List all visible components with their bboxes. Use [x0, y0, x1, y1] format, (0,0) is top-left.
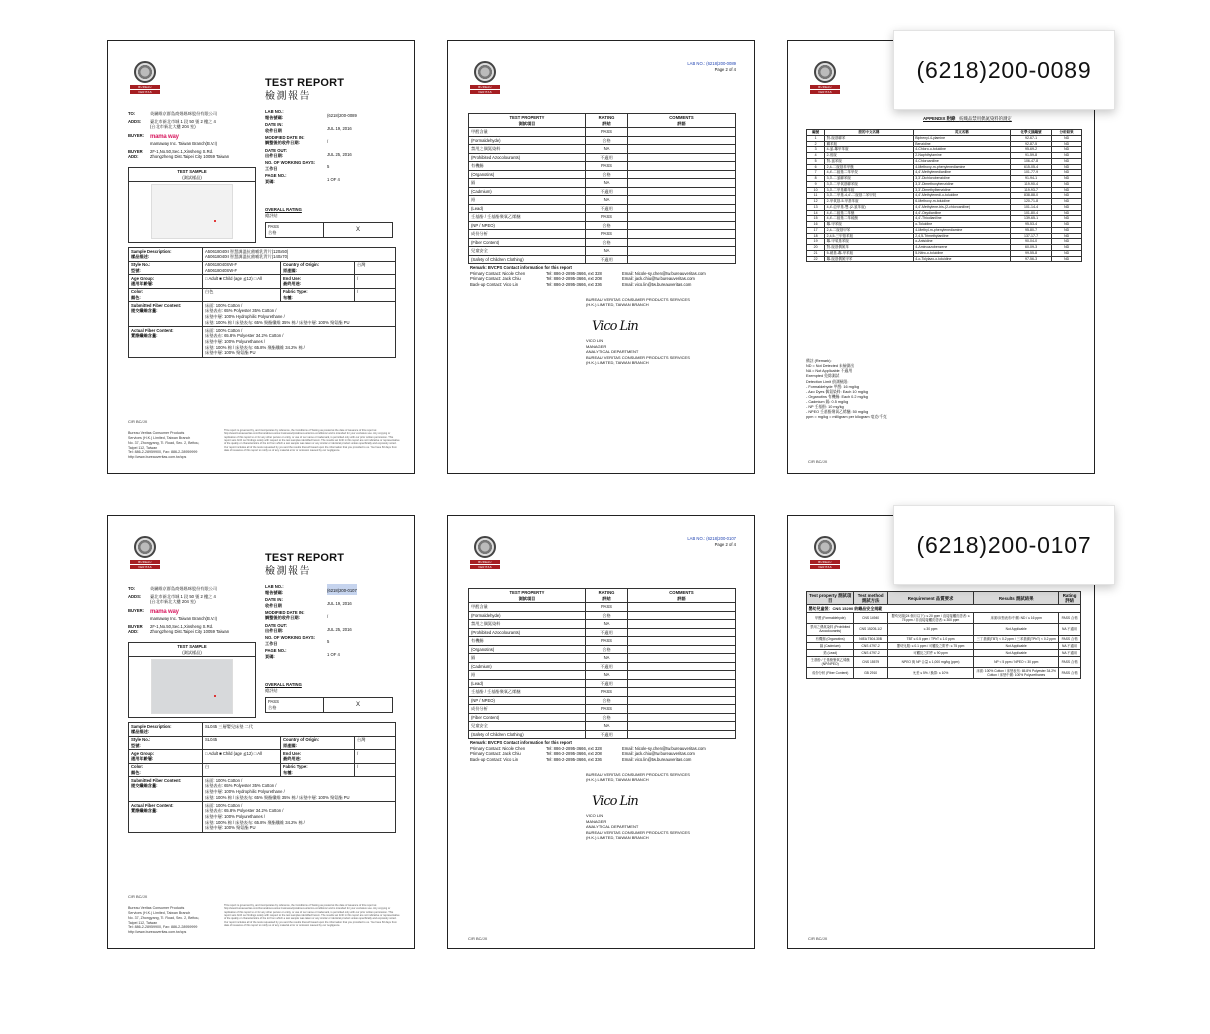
- azo-amines-table: 編號 胺的中文名稱 英文名稱 化學文摘編號 分析結果 1 對-胺基聯苯 Biphenyl-4-ylamine 92-67-1 ND 2 聯苯胺 Benzidine 92-87-5 ND 3 4-氯-鄰甲苯胺 4-Chloro-o-toluidine 95-69-2 ND 4 2-萘胺 2-Naphthylamine 91-59-8 ND 5 對-氯苯胺 4-Chloroaniline 106-47-8 ND 6 2,4-二胺基苯甲醚 4-Methoxy-m-phenylenediamine 615-05-4 ND 7 4,4'-二胺基二苯甲烷 4,4'-Methylenedianiline 101-77-9 ND 8 3,3'-二氯聯苯胺 3,3'-Dichlorobenzidine 91-94-1 ND 9 3,3'-二甲氧基聯苯胺 3,3'-Dimethoxybenzidine 119-90-4 ND 10 3,3'-二甲基聯苯胺 3,3'-Dimethylbenzidine 119-93-7 ND 11 3,3'-二甲基-4,4'-二胺基二苯甲烷 4,4'-Methylenedi-o-toluidine 838-88-0 ND 12 2-甲氧基-5-甲基苯胺 6-Methoxy-m-toluidine 120-71-8 ND 13 4,4'-亞甲基-雙-(2-氯苯胺) 4,4'-Methylene-bis-(2-chloroaniline) 101-14-4 ND 14 4,4'-二胺基二苯醚 4,4'-Oxydianiline 101-80-4 ND 15 4,4'-二胺基二苯硫醚 4,4'-Thiodianiline 139-65-1 ND 16 鄰-甲苯胺 o-Toluidine 95-53-4 ND 17 2,4-二胺基甲苯 4-Methyl-m-phenylenediamine 95-80-7 ND 18 2,4,5-三甲基苯胺 2,4,5-Trimethylaniline 137-17-7 ND 19 鄰-甲氧基苯胺 o-Anisidine 90-04-0 ND 20 對-胺基偶氮苯 4-Aminoazobenzene 60-09-3 ND 21 5-硝基-鄰-甲苯胺 5-Nitro-o-toluidine 99-55-8 ND 22 鄰-胺基偶氮甲苯 4-o-Tolylazo-o-toluidine 97-56-3 ND: [806, 129, 1082, 262]
- table-row: 11 3,3'-二甲基-4,4'-二胺基二苯甲烷 4,4'-Methylenedi-o-toluidine 838-88-0 ND: [807, 193, 1082, 199]
- contact-line: Back-up Contact: Vico Lin Tel: 886-2-2895-3666, ext 336 Email: vico.lin@tw.bureauveritas.com: [470, 282, 692, 288]
- table-row: (Organotins) 合格: [469, 170, 736, 179]
- table-row: 21 5-硝基-鄰-甲苯胺 5-Nitro-o-toluidine 99-55-8 ND: [807, 250, 1082, 256]
- test-property-table: TEST PROPERTY 測試項目 RATING 評結 COMMENTS 評語 甲醛含量 PASS (Formaldehyde) 合格 禁用之偶氮染料 NA (Prohibited Azocolourants) 不適用 有機錫 PASS (Organotins) 合格 鎘 NA (Cadmium) 不適用 鉛 NA (Lead) 不適用 壬基酚 / 壬基酚聚氧乙烯醚 PASS (NP / NPEO) 合格 成份分析 PASS (Fiber Content) 合格 兒童安全 NA (Safety of Children Clothing) 不適用: [468, 113, 736, 264]
- bureau-veritas-logo: BUREAU VERITAS: [470, 61, 500, 94]
- test-sample-box: TEST SAMPLE (測試樣品): [128, 642, 256, 718]
- table-row: (Formaldehyde) 合格: [469, 611, 736, 620]
- table-row: 13 4,4'-亞甲基-雙-(2-氯苯胺) 4,4'-Methylene-bis-(2-chloroaniline) 101-14-4 ND: [807, 204, 1082, 210]
- overall-rating: OVERALL RATING 總評結 PASS 合格 X: [265, 207, 395, 238]
- table-row: 10 3,3'-二甲基聯苯胺 3,3'-Dimethylbenzidine 119-93-7 ND: [807, 187, 1082, 193]
- table-row: (NP / NPEO) 合格: [469, 221, 736, 230]
- bureau-veritas-logo: BUREAU VERITAS: [810, 536, 840, 569]
- sample-photo: [151, 659, 233, 714]
- table-row: 7 4,4'-二胺基二苯甲烷 4,4'-Methylenedianiline 101-77-9 ND: [807, 170, 1082, 176]
- bv-address: Bureau Veritas Consumer Products Services (H.K.) Limited, Taiwan Branch No. 37, Zhongyang, Ti. Road, Sec. 2, Beitou, Taipei 112, Taiwan Tel: 886-2-28959900, Fax: 886-2-28959999 http://www.bureauveritas.com.tw/cps: [128, 906, 200, 935]
- table-row: 6 2,4-二胺基苯甲醚 4-Methoxy-m-phenylenediamine 615-05-4 ND: [807, 164, 1082, 170]
- table-row: 有機錫 (Organotins) NIEA T504.30B TBT ≤ 0.5 ppm / TPhT ≤ 1.0 ppm 三丁基錫(TBT) < 0.2 ppm / 三苯基錫(TPhT) < 0.2 ppm PASS 合格: [807, 635, 1081, 642]
- bv-seal-icon: [474, 61, 496, 83]
- table-row: 有機錫 PASS: [469, 637, 736, 646]
- table-row: (Fiber Content) 合格: [469, 238, 736, 247]
- table-row: 禁用之偶氮染料 NA: [469, 145, 736, 154]
- table-row: 15 4,4'-二胺基二苯硫醚 4,4'-Thiodianiline 139-65-1 ND: [807, 216, 1082, 222]
- table-row: (Lead) 不適用: [469, 679, 736, 688]
- bureau-veritas-logo: BUREAU VERITAS: [130, 536, 160, 569]
- report-title: TEST REPORT: [265, 77, 345, 89]
- table-row: (Fiber Content) 合格: [469, 713, 736, 722]
- table-row: 成份分析 PASS: [469, 230, 736, 239]
- test-sample-box: TEST SAMPLE (測試樣品): [128, 167, 256, 243]
- report-title-cn: 檢測報告: [265, 566, 311, 577]
- contact-line: Primary Contact: Jack Chiu Tel: 886-2-2895-3666, ext 208 Email: jack.chiu@tw.bureauveritas.com: [470, 751, 695, 757]
- table-row: 16 鄰-甲苯胺 o-Toluidine 95-53-4 ND: [807, 222, 1082, 228]
- table-row: 5 對-氯苯胺 4-Chloroaniline 106-47-8 ND: [807, 158, 1082, 164]
- table-row: 鎘 NA: [469, 654, 736, 663]
- lab-number-header: LAB NO.: (6218)200-0089 Page 2 of 4: [687, 61, 736, 72]
- table-row: 18 2,4,5-三甲基苯胺 2,4,5-Trimethylaniline 137-17-7 ND: [807, 233, 1082, 239]
- legal-disclaimer: This report is governed by, and incorporates by reference, the Conditions of Testing as posted at the date of issuance of this report at http://www.bureauveritas.com/home/about-us/our-business/cps/about-us/terms-conditions/ and is intended for your exclusive use. Any copying or replication of this report to or for any other person or entity, or use of our name or trademark, is permitted only with our prior written permission. This report sets forth our findings solely with respect to the test samples identified herein. The results set forth in this report are not indicative or representative of the quality or characteristics of the lot from which a test sample was taken or any similar or identical product unless specifically and expressly noted. Our report includes all of the tests requested by you and the results thereof based upon the information that you provided to us. You have 60 days from date of issuance of this report to notify us of any material error or omission caused by our negligence.: [224, 904, 400, 928]
- table-row: 17 2,4-二胺基甲苯 4-Methyl-m-phenylenediamine 95-80-7 ND: [807, 227, 1082, 233]
- table-row: 成份分析 (Fiber Content) GB 2910 允差 ≤ 5% / 換算: ≤ 10% 床面: 100% Cotton / 床墊表布: 65.8% Polyester 34.2% Cotton / 床墊中層: 100% Polyurethanes PASS 合格: [807, 668, 1081, 679]
- table-row: (Cadmium) 不適用: [469, 662, 736, 671]
- table-row: 壬基酚 / 壬基酚聚氧乙烯醚 (NP/NPEO) CNS 15579 NPEO 與 NP 合量 ≤ 1,000 mg/kg (ppm) NP < 5 ppm / NPEO < 30 ppm PASS 合格: [807, 656, 1081, 667]
- bv-seal-icon: [814, 536, 836, 558]
- table-row: 成份分析 PASS: [469, 705, 736, 714]
- table-row: 禁用之偶氮染料 NA: [469, 620, 736, 629]
- table-row: 鎘 NA: [469, 179, 736, 188]
- table-row: 22 鄰-胺基偶氮甲苯 4-o-Tolylazo-o-toluidine 97-56-3 ND: [807, 256, 1082, 262]
- mamaway-logo: mama way: [150, 609, 179, 616]
- table-row: 鎘 (Cadmium) CNS 4797-2 嬰幼兒服: ≤ 0.1 ppm / 可觸及之附件: ≤ 75 ppm Not Applicable NA 不適用: [807, 642, 1081, 649]
- table-row: 19 鄰-甲氧基苯胺 o-Anisidine 90-04-0 ND: [807, 239, 1082, 245]
- table-row: 兒童安全 NA: [469, 722, 736, 731]
- table-row: 禁用之偶氮染料 (Prohibited Azocolourants) CNS 15205-1/2 ≤ 30 ppm Not Applicable NA 不適用: [807, 624, 1081, 635]
- sample-info-table: Sample Description: 樣品描述: A50618040II 智慧調溫抗菌哺乳背片(120x50) A50618040II 智慧調溫抗菌哺乳背片(140x70) Style No.: 型號: A50618040SW-F A50618040SW-F Country of Origin: 原產國: 台灣 Age Group: 適用年齡層: □ Adult ■ Child (age ≦12) □ All End Use: 最終用途: / Color: 顏色: 白色 Fabric Type: 布種: / Submitted Fiber Content: 提交纖維含量: 床面: 100% Cotton / 床墊表布: 65% Polyester 35% Cotton / 床墊中層: 100% Hydrophilic Polyurethane / 床墊: 100% 棉 / 床墊表布: 65% 聚酯纖維 35% 棉 / 床墊中層: 100% 聚氨酯 PU Actual Fiber Content: 實際纖維含量: 床面: 100% Cotton / 床墊表布: 65.8% Polyester 34.2% Cotton / 床墊中層: 100% Polyurethanes / 床墊: 100% 棉 / 床墊表布: 65.8% 聚酯纖維 34.2% 棉 / 床墊中層: 100% 聚氨酯 PU: [128, 247, 396, 358]
- table-row: 鉛 (Lead) CNS 4797-2 可觸及之附件 ≤ 90 ppm Not Applicable NA 不適用: [807, 649, 1081, 656]
- table-row: 3 4-氯-鄰甲苯胺 4-Chloro-o-toluidine 95-69-2 ND: [807, 147, 1082, 153]
- client-block: TO: 英屬維京群島商媽媽咪股份有限公司 ADDS: 臺北市新北市城 1 段 50 號 2 樓之 4 (台北市新北大樓 204 室) BUYER: mama way mamaway Inc. Taiwan Branch(B.V.I) BUYER ADD: 2F-1,No.50,Sec.1,Xinsheng S.Rd. Zhongzheng Dist.Taipei City 10059 Taiwan: [128, 586, 230, 635]
- report-page-2-results[interactable]: [447, 40, 755, 474]
- report-meta: LAB NO.: 報告號碼: (6218)200-0107 DATE IN: 收件日期 JUL 19, 2016 MODIFIED DATE IN: 調整後的收件日期: / DATE OUT: 出件日期: JUL 25, 2016 NO. OF WORKING DAYS: 工作日 5 PAGE NO.: 頁碼: 1 OF 4: [265, 584, 357, 659]
- report-page-2-results-0107[interactable]: BUREAU VERITAS LAB NO.: (6218)200-0107 Page 2 of 4 TEST PROPERTY 測試項目 RATING 評結 COMMENTS 評語 甲醛含量 PASS (Formaldehyde) 合格 禁用之偶氮染料 NA (Prohibited Azocolourants) 不適用 有機錫 PASS (Organotins) 合格 鎘 NA (Cadmium) 不適用 鉛 NA (Lead) 不適用 壬基酚 / 壬基酚聚氧乙烯醚 PASS (NP / NPEO) 合格 成份分析 PASS (Fiber Content) 合格 兒童安全 NA (Safety of Children Clothing) 不適用 Remark: BVCPS Contact information for this report Primary Contact: Nicole Chen Tel: 886-2-2895-3666, ext 328 Email: Nicole-sy.chen@tw.bureauveritas.com Primary Contact: Jack Chiu Tel: 886-2-2895-3666, ext 208 Email: jack.chiu@tw.bureauveritas.com Back-up Contact: Vico Lin Tel: 886-2-2895-3666, ext 336 Email: vico.lin@tw.bureauveritas.com BUREAU VERITAS CONSUMER PRODUCTS SERVICES (H.K.) LIMITED, TAIWAN BRANCH Vico Lin VICO LIN MANAGER ANALYTICAL DEPARTMENT BUREAU VERITAS CONSUMER PRODUCTS SERVICES (H.K.) LIMITED, TAIWAN BRANCH C/R BC/JX: [447, 515, 755, 949]
- contact-remark: Remark: BVCPS Contact information for this report Primary Contact: Nicole Chen Tel: 886-2-2895-3666, ext 328 Email: Nicole-sy.chen@tw.bureauveritas.com Primary Contact: Jack Chiu Tel: 886-2-2895-3666, ext 208 Email: jack.chiu@tw.bureauveritas.com Back-up Contact: Vico Lin Tel: 886-2-2895-3666, ext 336 Email: vico.lin@tw.bureauveritas.com: [470, 265, 738, 288]
- overall-rating: OVERALL RATING 總評結 PASS 合格 X: [265, 682, 395, 713]
- bureau-veritas-logo: BUREAU VERITAS: [810, 61, 840, 94]
- handwritten-signature: Vico Lin: [592, 793, 638, 809]
- cns-15290-table: Test property 測試項目 Test method 測試方法 Requirement 品質要求 Results 測試結果 Rating 評結 嬰幼兒童裝：CNS 15290 紡織品安全規範 甲醛 (Formaldehyde) CNS 14940 嬰幼兒服(24 個月以下): ≤ 20 ppm / 直接接觸皮膚者: ≤ 75 ppm / 非直接接觸皮膚者: ≤ 300 ppm 床面/床墊表布/中層: ND / ≤ 16 ppm PASS 合格 禁用之偶氮染料 (Prohibited Azocolourants) CNS 15205-1/2 ≤ 30 ppm Not Applicable NA 不適用 有機錫 (Organotins) NIEA T504.30B TBT ≤ 0.5 ppm / TPhT ≤ 1.0 ppm 三丁基錫(TBT) < 0.2 ppm / 三苯基錫(TPhT) < 0.2 ppm PASS 合格 鎘 (Cadmium) CNS 4797-2 嬰幼兒服: ≤ 0.1 ppm / 可觸及之附件: ≤ 75 ppm Not Applicable NA 不適用 鉛 (Lead) CNS 4797-2 可觸及之附件 ≤ 90 ppm Not Applicable NA 不適用 壬基酚 / 壬基酚聚氧乙烯醚 (NP/NPEO) CNS 15579 NPEO 與 NP 合量 ≤ 1,000 mg/kg (ppm) NP < 5 ppm / NPEO < 30 ppm PASS 合格 成份分析 (Fiber Content) GB 2910 允差 ≤ 5% / 換算: ≤ 10% 床面: 100% Cotton / 床墊表布: 65.8% Polyester 34.2% Cotton / 床墊中層: 100% Polyurethanes PASS 合格: [806, 591, 1081, 679]
- contact-line: Back-up Contact: Vico Lin Tel: 886-2-2895-3666, ext 336 Email: vico.lin@tw.bureauveritas.com: [470, 757, 692, 763]
- table-row: 4 2-萘胺 2-Naphthylamine 91-59-8 ND: [807, 153, 1082, 159]
- bv-seal-icon: [134, 61, 156, 83]
- table-row: 14 4,4'-二胺基二苯醚 4,4'-Oxydianiline 101-80-4 ND: [807, 210, 1082, 216]
- table-row: (Lead) 不適用: [469, 204, 736, 213]
- table-row: 有機錫 PASS: [469, 162, 736, 171]
- bv-address: Bureau Veritas Consumer Products Services (H.K.) Limited, Taiwan Branch No. 37, Zhongyang, Ti. Road, Sec. 2, Beitou, Taipei 112, Taiwan Tel: 886-2-28959900, Fax: 886-2-28959999 http://www.bureauveritas.com.tw/cps: [128, 431, 200, 460]
- bv-seal-icon: [474, 536, 496, 558]
- contact-line: Primary Contact: Nicole Chen Tel: 886-2-2895-3666, ext 328 Email: Nicole-sy.chen@tw.bureauveritas.com: [470, 270, 706, 276]
- table-row: 8 3,3'-二氯聯苯胺 3,3'-Dichlorobenzidine 91-94-1 ND: [807, 176, 1082, 182]
- table-row: (NP / NPEO) 合格: [469, 696, 736, 705]
- table-row: (Organotins) 合格: [469, 645, 736, 654]
- appendix-title: APPENDIX 附錄 紡織品禁用偶氮染料的測定: [923, 116, 1012, 121]
- report-title-cn: 檢測報告: [265, 91, 311, 102]
- table-row: (Safety of Children Clothing) 不適用: [469, 730, 736, 739]
- signature-block: BUREAU VERITAS CONSUMER PRODUCTS SERVICES (H.K.) LIMITED, TAIWAN BRANCH Vico Lin VICO LIN MANAGER ANALYTICAL DEPARTMENT BUREAU VERITAS CONSUMER PRODUCTS SERVICES (H.K.) LIMITED, TAIWAN BRANCH: [586, 297, 736, 365]
- contact-remark: Remark: BVCPS Contact information for this report Primary Contact: Nicole Chen Tel: 886-2-2895-3666, ext 328 Email: Nicole-sy.chen@tw.bureauveritas.com Primary Contact: Jack Chiu Tel: 886-2-2895-3666, ext 208 Email: jack.chiu@tw.bureauveritas.com Back-up Contact: Vico Lin Tel: 886-2-2895-3666, ext 336 Email: vico.lin@tw.bureauveritas.com: [470, 740, 738, 763]
- signature-block: BUREAU VERITAS CONSUMER PRODUCTS SERVICES (H.K.) LIMITED, TAIWAN BRANCH Vico Lin VICO LIN MANAGER ANALYTICAL DEPARTMENT BUREAU VERITAS CONSUMER PRODUCTS SERVICES (H.K.) LIMITED, TAIWAN BRANCH: [586, 772, 736, 840]
- table-row: 壬基酚 / 壬基酚聚氧乙烯醚 PASS: [469, 213, 736, 222]
- table-row: 2 聯苯胺 Benzidine 92-87-5 ND: [807, 141, 1082, 147]
- mamaway-logo: mama way: [150, 134, 179, 141]
- table-row: 兒童安全 NA: [469, 247, 736, 256]
- bureau-veritas-logo: BUREAU VERITAS: [470, 536, 500, 569]
- table-row: 甲醛含量 PASS: [469, 128, 736, 137]
- report-page-cns-results[interactable]: BUREAU VERITAS Test property 測試項目 Test method 測試方法 Requirement 品質要求 Results 測試結果 Rating 評結 嬰幼兒童裝：CNS 15290 紡織品安全規範 甲醛 (Formaldehyde) CNS 14940 嬰幼兒服(24 個月以下): ≤ 20 ppm / 直接接觸皮膚者: ≤ 75 ppm / 非直接接觸皮膚者: ≤ 300 ppm 床面/床墊表布/中層: ND / ≤ 16 ppm PASS 合格 禁用之偶氮染料 (Prohibited Azocolourants) CNS 15205-1/2 ≤ 30 ppm Not Applicable NA 不適用 有機錫 (Organotins) NIEA T504.30B TBT ≤ 0.5 ppm / TPhT ≤ 1.0 ppm 三丁基錫(TBT) < 0.2 ppm / 三苯基錫(TPhT) < 0.2 ppm PASS 合格 鎘 (Cadmium) CNS 4797-2 嬰幼兒服: ≤ 0.1 ppm / 可觸及之附件: ≤ 75 ppm Not Applicable NA 不適用 鉛 (Lead) CNS 4797-2 可觸及之附件 ≤ 90 ppm Not Applicable NA 不適用 壬基酚 / 壬基酚聚氧乙烯醚 (NP/NPEO) CNS 15579 NPEO 與 NP 合量 ≤ 1,000 mg/kg (ppm) NP < 5 ppm / NPEO < 30 ppm PASS 合格 成份分析 (Fiber Content) GB 2910 允差 ≤ 5% / 換算: ≤ 10% 床面: 100% Cotton / 床墊表布: 65.8% Polyester 34.2% Cotton / 床墊中層: 100% Polyurethanes PASS 合格 C/R BC/JX: [787, 515, 1095, 949]
- table-row: 鉛 NA: [469, 196, 736, 205]
- sample-info-table: Sample Description: 樣品描述: SL045 三層嬰兒床墊 二代 Style No.: 型號: SL045 Country of Origin: 原產國: 台灣 Age Group: 適用年齡層: □ Adult ■ Child (age ≦12) □ All End Use: 最終用途: / Color: 顏色: 白 Fabric Type: 布種: / Submitted Fiber Content: 提交纖維含量: 床面: 100% Cotton / 床墊表布: 65% Polyester 35% Cotton / 床墊中層: 100% Hydrophilic Polyurethane / 床墊: 100% 棉 / 床墊表布: 65% 聚酯纖維 35% 棉 / 床墊中層: 100% 聚氨酯 PU Actual Fiber Content: 實際纖維含量: 床面: 100% Cotton / 床墊表布: 65.8% Polyester 34.2% Cotton / 床墊中層: 100% Polyurethanes / 床墊: 100% 棉 / 床墊表布: 65.8% 聚酯纖維 34.2% 棉 / 床墊中層: 100% 聚氨酯 PU: [128, 722, 396, 833]
- report-number-callout: (6218)200-0089: [893, 30, 1115, 110]
- report-page-1-cover-0107[interactable]: BUREAU VERITAS TEST REPORT 檢測報告 TO: 英屬維京群島商媽媽咪股份有限公司 ADDS: 臺北市新北市城 1 段 50 號 2 樓之 4 (台北市新北大樓 204 室) BUYER: mama way mamaway Inc. Taiwan Branch(B.V.I) BUYER ADD: 2F-1,No.50,Sec.1,Xinsheng S.Rd. Zhongzheng Dist.Taipei City 10059 Taiwan LAB NO.: 報告號碼: (6218)200-0107 DATE IN: 收件日期 JUL 19, 2016 MODIFIED DATE IN: 調整後的收件日期: / DATE OUT: 出件日期: JUL 25, 2016 NO. OF WORKING DAYS: 工作日 5 PAGE NO.: 頁碼: 1 OF 4 TEST SAMPLE (測試樣品) OVERALL RATING 總評結 PASS 合格 X Sample Description: 樣品描述: SL045 三層嬰兒床墊 二代 Style No.: 型號: SL045 Country of Origin: 原產國: 台灣 Age Group: 適用年齡層: □ Adult ■ Child (age ≦12) □ All End Use: 最終用途: / Color: 顏色: 白 Fabric Type: 布種: / Submitted Fiber Content: 提交纖維含量: 床面: 100% Cotton / 床墊表布: 65% Polyester 35% Cotton / 床墊中層: 100% Hydrophilic Polyurethane / 床墊: 100% 棉 / 床墊表布: 65% 聚酯纖維 35% 棉 / 床墊中層: 100% 聚氨酯 PU Actual Fiber Content: 實際纖維含量: 床面: 100% Cotton / 床墊表布: 65.8% Polyester 34.2% Cotton / 床墊中層: 100% Polyurethanes / 床墊: 100% 棉 / 床墊表布: 65.8% 聚酯纖維 34.2% 棉 / 床墊中層: 100% 聚氨酯 PU C/R BC/JX Bureau Veritas Consumer Products Services (H.K.) Limited, Taiwan Branch No. 37, Zhongyang, Ti. Road, Sec. 2, Beitou, Taipei 112, Taiwan Tel: 886-2-28959900, Fax: 886-2-28959999 http://www.bureauveritas.com.tw/cps This report is governed by, and incorporates by reference, the Conditions of Testing as posted at the date of issuance of this report at http://www.bureauveritas.com/home/about-us/our-business/cps/about-us/terms-conditions/ and is intended for your exclusive use. Any copying or replication of this report to or for any other person or entity, or use of our name or trademark, is permitted only with our prior written permission. This report sets forth our findings solely with respect to the test samples identified herein. The results set forth in this report are not indicative or representative of the quality or characteristics of the lot from which a test sample was taken or any similar or identical product unless specifically and expressly noted. Our report includes all of the tests requested by you and the results thereof based upon the information that you provided to us. You have 60 days from date of issuance of this report to notify us of any material error or omission caused by our negligence.: [107, 515, 415, 949]
- table-row: 鉛 NA: [469, 671, 736, 680]
- table-row: 1 對-胺基聯苯 Biphenyl-4-ylamine 92-67-1 ND: [807, 135, 1082, 141]
- sample-photo: [151, 184, 233, 239]
- lab-number: (6218)200-0107: [327, 584, 357, 595]
- bv-seal-icon: [134, 536, 156, 558]
- report-number-callout: (6218)200-0107: [893, 505, 1115, 585]
- table-row: (Prohibited Azocolourants) 不適用: [469, 628, 736, 637]
- bv-seal-icon: [814, 61, 836, 83]
- table-row: (Safety of Children Clothing) 不適用: [469, 255, 736, 264]
- table-row: (Prohibited Azocolourants) 不適用: [469, 153, 736, 162]
- contact-line: Primary Contact: Nicole Chen Tel: 886-2-2895-3666, ext 328 Email: Nicole-sy.chen@tw.bureauveritas.com: [470, 745, 706, 751]
- report-title: TEST REPORT: [265, 552, 345, 564]
- report-meta: LAB NO.: 報告號碼: (6218)200-0089 DATE IN: 收件日期 JUL 19, 2016 MODIFIED DATE IN: 調整後的收件日期: / DATE OUT: 出件日期: JUL 25, 2016 NO. OF WORKING DAYS: 工作日 5 PAGE NO.: 頁碼: 1 OF 4: [265, 109, 357, 184]
- table-row: (Formaldehyde) 合格: [469, 136, 736, 145]
- contact-line: Primary Contact: Jack Chiu Tel: 886-2-2895-3666, ext 208 Email: jack.chiu@tw.bureauveritas.com: [470, 276, 695, 282]
- appendix-remarks: 備註 (Remark): ND = Not Detected 未檢測出 NA = Not Applicable 不適用 Exempted 免除測試 Detection Limit 偵測極限: - Formaldehyde 甲醛: 16 mg/kg - Azo Dyes 偶氮染料: Each 10 mg/kg - Organotins 有機錫: Each 0.2 mg/kg - Cadmium 鎘: 0.5 mg/kg - NP 壬基酚: 10 mg/kg - NPEO 壬基酚聚氧乙烯醚: 50 mg/kg ppm = mg/kg = milligram per kilogram 毫克/千克: [806, 359, 887, 420]
- client-block: TO: 英屬維京群島商媽媽咪股份有限公司 ADDS: 臺北市新北市城 1 段 50 號 2 樓之 4 (台北市新北大樓 204 室) BUYER: mama way mamaway Inc. Taiwan Branch(B.V.I) BUYER ADD: 2F-1,No.50,Sec.1,Xinsheng S.Rd. Zhongzheng Dist.Taipei City 10059 Taiwan: [128, 111, 230, 160]
- table-row: 甲醛 (Formaldehyde) CNS 14940 嬰幼兒服(24 個月以下): ≤ 20 ppm / 直接接觸皮膚者: ≤ 75 ppm / 非直接接觸皮膚者: ≤ 300 ppm 床面/床墊表布/中層: ND / ≤ 16 ppm PASS 合格: [807, 613, 1081, 624]
- table-row: 甲醛含量 PASS: [469, 603, 736, 612]
- table-row: 9 3,3'-二甲氧基聯苯胺 3,3'-Dimethoxybenzidine 119-90-4 ND: [807, 181, 1082, 187]
- table-row: 20 對-胺基偶氮苯 4-Aminoazobenzene 60-09-3 ND: [807, 245, 1082, 251]
- lab-number: (6218)200-0089: [327, 113, 357, 118]
- report-page-appendix[interactable]: BUREAU VERITAS APPENDIX 附錄 紡織品禁用偶氮染料的測定 編號 胺的中文名稱 英文名稱 化學文摘編號 分析結果 1 對-胺基聯苯 Biphenyl-4-ylamine 92-67-1 ND 2 聯苯胺 Benzidine 92-87-5 ND 3 4-氯-鄰甲苯胺 4-Chloro-o-toluidine 95-69-2 ND 4 2-萘胺 2-Naphthylamine 91-59-8 ND 5 對-氯苯胺 4-Chloroaniline 106-47-8 ND 6 2,4-二胺基苯甲醚 4-Methoxy-m-phenylenediamine 615-05-4 ND 7 4,4'-二胺基二苯甲烷 4,4'-Methylenedianiline 101-77-9 ND 8 3,3'-二氯聯苯胺 3,3'-Dichlorobenzidine 91-94-1 ND 9 3,3'-二甲氧基聯苯胺 3,3'-Dimethoxybenzidine 119-90-4 ND 10 3,3'-二甲基聯苯胺 3,3'-Dimethylbenzidine 119-93-7 ND 11 3,3'-二甲基-4,4'-二胺基二苯甲烷 4,4'-Methylenedi-o-toluidine 838-88-0 ND 12 2-甲氧基-5-甲基苯胺 6-Methoxy-m-toluidine 120-71-8 ND 13 4,4'-亞甲基-雙-(2-氯苯胺) 4,4'-Methylene-bis-(2-chloroaniline) 101-14-4 ND 14 4,4'-二胺基二苯醚 4,4'-Oxydianiline 101-80-4 ND 15 4,4'-二胺基二苯硫醚 4,4'-Thiodianiline 139-65-1 ND 16 鄰-甲苯胺 o-Toluidine 95-53-4 ND 17 2,4-二胺基甲苯 4-Methyl-m-phenylenediamine 95-80-7 ND 18 2,4,5-三甲基苯胺 2,4,5-Trimethylaniline 137-17-7 ND 19 鄰-甲氧基苯胺 o-Anisidine 90-04-0 ND 20 對-胺基偶氮苯 4-Aminoazobenzene 60-09-3 ND 21 5-硝基-鄰-甲苯胺 5-Nitro-o-toluidine 99-55-8 ND 22 鄰-胺基偶氮甲苯 4-o-Tolylazo-o-toluidine 97-56-3 ND 備註 (Remark): ND = Not Detected 未檢測出 NA = Not Applicable 不適用 Exempted 免除測試 Detection Limit 偵測極限: - Formaldehyde 甲醛: 16 mg/kg - Azo Dyes 偶氮染料: Each 10 mg/kg - Organotins 有機錫: Each 0.2 mg/kg - Cadmium 鎘: 0.5 mg/kg - NP 壬基酚: 10 mg/kg - NPEO 壬基酚聚氧乙烯醚: 50 mg/kg ppm = mg/kg = milligram per kilogram 毫克/千克 C/R BC/JX: [787, 40, 1095, 474]
- table-row: (Cadmium) 不適用: [469, 187, 736, 196]
- bureau-veritas-logo: BUREAU VERITAS: [130, 61, 160, 94]
- handwritten-signature: Vico Lin: [592, 318, 638, 334]
- report-page-1-cover[interactable]: BUREAU VERITAS TEST REPORT 檢測報告 TO: 英屬維京群島商媽媽咪股份有限公司 ADDS: 臺北市新北市城 1 段 50 號 2 樓之 4 (台北市新北大樓 204 室) BUYER: mama way mamaway Inc. Taiwan Branch(B.V.I) BUYER ADD: 2F-1,No.50,Sec.1,Xinsheng S.Rd. Zhongzheng Dist.Taipei City 10059 Taiwan LAB NO.: 報告號碼: (6218)200-0089 DATE IN: 收件日期 JUL 19, 2016 MODIFIED DATE IN: 調整後的收件日期: / DATE OUT: 出件日期: JUL 25, 2016 NO. OF WORKING DAYS: 工作日 5 PAGE NO.: 頁碼: 1 OF 4 TEST SAMPLE (測試樣品) OVERALL RATING 總評結 PASS 合格 X Sample Description: 樣品描述: A50618040II 智慧調溫抗菌哺乳背片(120x50) A50618040II 智慧調溫抗菌哺乳背片(140x70) Style No.: 型號: A50618040SW-F A50618040SW-F Country of Origin: 原產國: 台灣 Age Group: 適用年齡層: □ Adult ■ Child (age ≦12) □ All End Use: 最終用途: / Color: 顏色: 白色 Fabric Type: 布種: / Submitted Fiber Content: 提交纖維含量: 床面: 100% Cotton / 床墊表布: 65% Polyester 35% Cotton / 床墊中層: 100% Hydrophilic Polyurethane / 床墊: 100% 棉 / 床墊表布: 65% 聚酯纖維 35% 棉 / 床墊中層: 100% 聚氨酯 PU Actual Fiber Content: 實際纖維含量: 床面: 100% Cotton / 床墊表布: 65.8% Polyester 34.2% Cotton / 床墊中層: 100% Polyurethanes / 床墊: 100% 棉 / 床墊表布: 65.8% 聚酯纖維 34.2% 棉 / 床墊中層: 100% 聚氨酯 PU C/R BC/JX Bureau Veritas Consumer Products Services (H.K.) Limited, Taiwan Branch No. 37, Zhongyang, Ti. Road, Sec. 2, Beitou, Taipei 112, Taiwan Tel: 886-2-28959900, Fax: 886-2-28959999 http://www.bureauveritas.com.tw/cps This report is governed by, and incorporates by reference, the Conditions of Testing as posted at the date of issuance of this report at http://www.bureauveritas.com/home/about-us/our-business/cps/about-us/terms-conditions/ and is intended for your exclusive use. Any copying or replication of this report to or for any other person or entity, or use of our name or trademark, is permitted only with our prior written permission. This report sets forth our findings solely with respect to the test samples identified herein. The results set forth in this report are not indicative or representative of the quality or characteristics of the lot from which a test sample was taken or any similar or identical product unless specifically and expressly noted. Our report includes all of the tests requested by you and the results thereof based upon the information that you provided to us. You have 60 days from date of issuance of this report to notify us of any material error or omission caused by our negligence.: [107, 40, 415, 474]
- table-row: 壬基酚 / 壬基酚聚氧乙烯醚 PASS: [469, 688, 736, 697]
- table-row: 12 2-甲氧基-5-甲基苯胺 6-Methoxy-m-toluidine 120-71-8 ND: [807, 199, 1082, 205]
- test-property-table: TEST PROPERTY 測試項目 RATING 評結 COMMENTS 評語 甲醛含量 PASS (Formaldehyde) 合格 禁用之偶氮染料 NA (Prohibited Azocolourants) 不適用 有機錫 PASS (Organotins) 合格 鎘 NA (Cadmium) 不適用 鉛 NA (Lead) 不適用 壬基酚 / 壬基酚聚氧乙烯醚 PASS (NP / NPEO) 合格 成份分析 PASS (Fiber Content) 合格 兒童安全 NA (Safety of Children Clothing) 不適用: [468, 588, 736, 739]
- lab-number-header: LAB NO.: (6218)200-0107 Page 2 of 4: [687, 536, 736, 547]
- legal-disclaimer: This report is governed by, and incorporates by reference, the Conditions of Testing as posted at the date of issuance of this report at http://www.bureauveritas.com/home/about-us/our-business/cps/about-us/terms-conditions/ and is intended for your exclusive use. Any copying or replication of this report to or for any other person or entity, or use of our name or trademark, is permitted only with our prior written permission. This report sets forth our findings solely with respect to the test samples identified herein. The results set forth in this report are not indicative or representative of the quality or characteristics of the lot from which a test sample was taken or any similar or identical product unless specifically and expressly noted. Our report includes all of the tests requested by you and the results thereof based upon the information that you provided to us. You have 60 days from date of issuance of this report to notify us of any material error or omission caused by our negligence.: [224, 429, 400, 453]
